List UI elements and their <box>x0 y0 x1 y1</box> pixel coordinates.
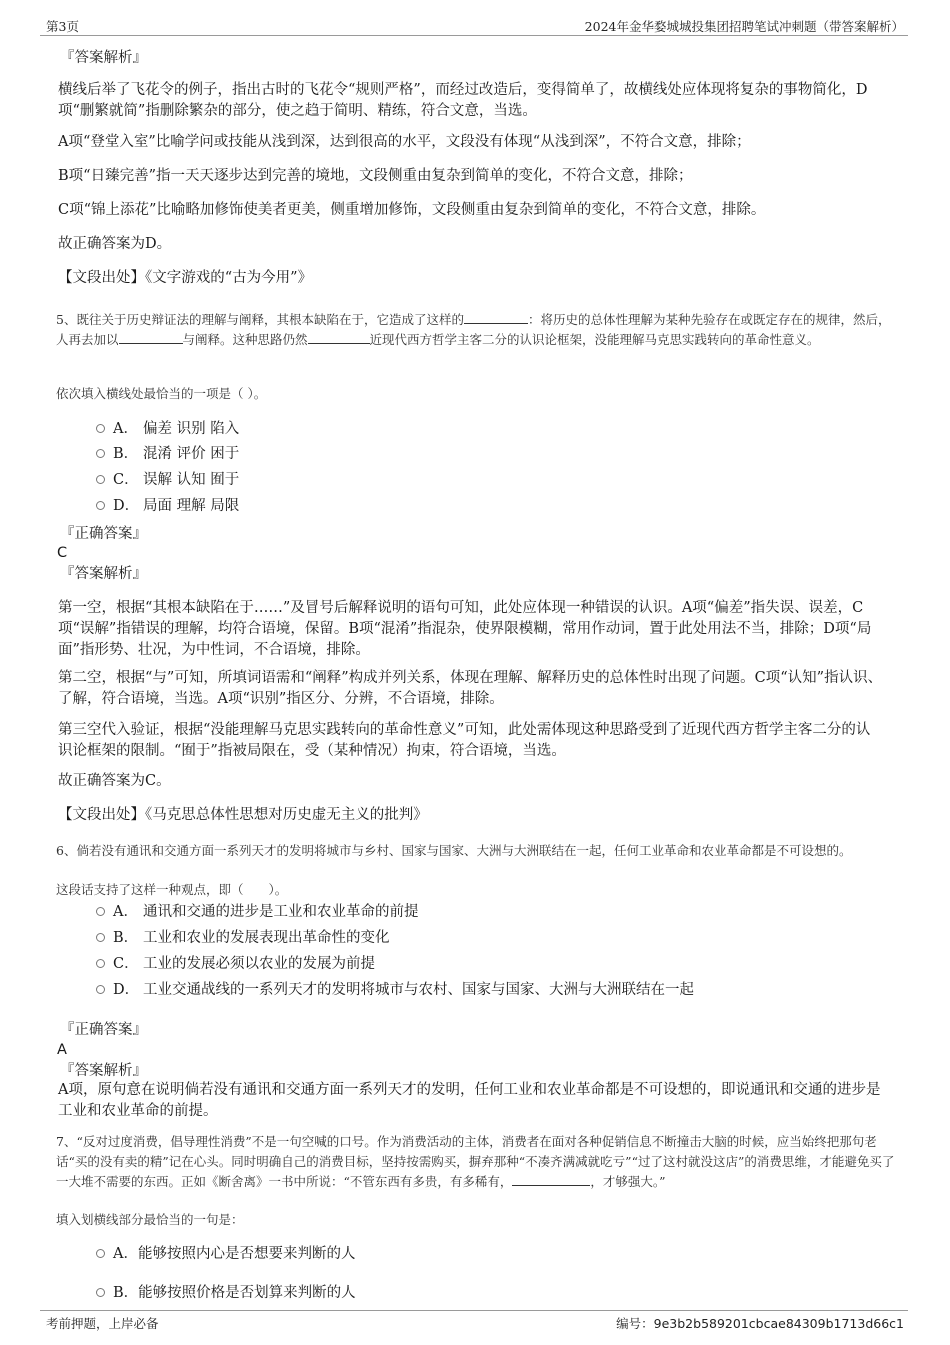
q6-option-b[interactable]: B． 工业和农业的发展表现出革命性的变化 <box>96 927 390 949</box>
radio-icon[interactable] <box>96 985 105 994</box>
q6-analysis-label: 『答案解析』 <box>60 1063 147 1079</box>
q5-option-a[interactable]: A． 偏差 识别 陷入 <box>96 418 239 440</box>
q5-conclusion: 故正确答案为C。 <box>58 773 171 789</box>
q5-blank-2 <box>119 331 183 344</box>
q7-prompt: 填入划横线部分最恰当的一句是： <box>56 1212 244 1227</box>
q5-source: 【文段出处】《马克思总体性思想对历史虚无主义的批判》 <box>58 807 428 823</box>
radio-icon[interactable] <box>96 933 105 942</box>
radio-icon[interactable] <box>96 501 105 510</box>
radio-icon[interactable] <box>96 907 105 916</box>
q6-stem: 6、倘若没有通讯和交通方面一系列天才的发明将城市与乡村、国家与国家、大洲与大洲联结在一起，任何工业革命和农业革命都是不可设想的。 <box>56 843 852 858</box>
radio-icon[interactable] <box>96 449 105 458</box>
q5-blank-3 <box>308 331 370 344</box>
q6-prompt: 这段话支持了这样一种观点，即（ ）。 <box>56 882 288 897</box>
q7-stem: 7、“反对过度消费，倡导理性消费”不是一句空喊的口号。作为消费活动的主体，消费者在面对各种促销信息不断撞击大脑的时候，应当始终把那句老话“买的没有卖的精”记在心头。同时明确自己的消费目标，坚持按需购买，摒弃那种“不凑齐满减就吃亏”“过了这村就没这店”的消费思维，才能避免买了一大堆不需要的东西。正如《断舍离》一书中所说：“不管东西有多贵，有多稀有， ，才够强大。” <box>56 1134 895 1189</box>
radio-icon[interactable] <box>96 1288 105 1297</box>
q7-option-b[interactable]: B．能够按照价格是否划算来判断的人 <box>96 1282 356 1304</box>
q4-analysis-p4: C项“锦上添花”比喻略加修饰使美者更美，侧重增加修饰，文段侧重由复杂到简单的变化，不符合文意，排除。 <box>58 202 766 218</box>
q4-analysis-p2: A项“登堂入室”比喻学问或技能从浅到深，达到很高的水平，文段没有体现“从浅到深”，不符合文意，排除； <box>58 134 751 150</box>
radio-icon[interactable] <box>96 1249 105 1258</box>
footer-divider <box>40 1310 908 1311</box>
q5-blank-1 <box>464 311 528 324</box>
q6-option-c[interactable]: C． 工业的发展必须以农业的发展为前提 <box>96 953 375 975</box>
q5-option-c[interactable]: C． 误解 认知 囿于 <box>96 469 239 491</box>
q5-stem: 5、既往关于历史辩证法的理解与阐释，其根本缺陷在于，它造成了这样的 ：将历史的总体性理解为某种先验存在或既定存在的规律，然后，人再去加以 与阐释。这种思路仍然 近现代西方哲学主客二分的认识论框架，没能理解马克思实践转向的革命性意义。 <box>56 312 891 347</box>
q5-analysis-p2: 第二空，根据“与”可知，所填词语需和“阐释”构成并列关系，体现在理解、解释历史的总体性时出现了问题。C项“认知”指认识、了解，符合语境，当选。A项“识别”指区分、分辨，不合语境，排除。 <box>58 670 883 707</box>
q4-source: 【文段出处】《文字游戏的“古为今用”》 <box>58 270 313 286</box>
document-id: 编号：9e3b2b589201cbcae84309b1713d66c1 <box>616 1316 904 1331</box>
page-number: 第3页 <box>46 19 79 34</box>
q5-option-d[interactable]: D． 局面 理解 局限 <box>96 495 239 517</box>
q4-analysis-p1: 横线后举了飞花令的例子，指出古时的飞花令“规则严格”，而经过改造后，变得简单了，故横线处应体现将复杂的事物简化，D项“删繁就简”指删除繁杂的部分，使之趋于简明、精练，符合文意，当选。 <box>58 82 868 119</box>
q6-answer-label: 『正确答案』 <box>60 1022 147 1038</box>
q6-option-a[interactable]: A． 通讯和交通的进步是工业和农业革命的前提 <box>96 901 419 923</box>
q6-answer: A <box>57 1042 67 1058</box>
q5-answer: C <box>57 545 68 561</box>
document-title: 2024年金华婺城城投集团招聘笔试冲刺题（带答案解析） <box>584 19 904 34</box>
footer-slogan: 考前押题，上岸必备 <box>46 1316 159 1331</box>
q6-analysis: A项，原句意在说明倘若没有通讯和交通方面一系列天才的发明，任何工业和农业革命都是不可设想的，即说通讯和交通的进步是工业和农业革命的前提。 <box>58 1082 881 1119</box>
q5-option-b[interactable]: B． 混淆 评价 困于 <box>96 443 239 465</box>
q4-conclusion: 故正确答案为D。 <box>58 236 172 252</box>
header-divider <box>40 35 908 36</box>
q5-analysis-p3: 第三空代入验证，根据“没能理解马克思实践转向的革命性意义”可知，此处需体现这种思路受到了近现代西方哲学主客二分的认识论框架的限制。“囿于”指被局限在，受（某种情况）拘束，符合语境，当选。 <box>58 722 871 759</box>
radio-icon[interactable] <box>96 959 105 968</box>
q5-prompt: 依次填入横线处最恰当的一项是（ ）。 <box>56 386 267 401</box>
q7-option-a[interactable]: A．能够按照内心是否想要来判断的人 <box>96 1243 355 1265</box>
radio-icon[interactable] <box>96 475 105 484</box>
q4-analysis-label: 『答案解析』 <box>60 50 147 66</box>
q5-answer-label: 『正确答案』 <box>60 526 147 542</box>
radio-icon[interactable] <box>96 424 105 433</box>
q5-analysis-label: 『答案解析』 <box>60 566 147 582</box>
q5-analysis-p1: 第一空，根据“其根本缺陷在于……”及冒号后解释说明的语句可知，此处应体现一种错误的认识。A项“偏差”指失误、误差，C项“误解”指错误的理解，均符合语境，保留。B项“混淆”指混杂，使界限模糊，常用作动词，置于此处用法不当，排除；D项“局面”指形势、壮况，为中性词，不合语境，排除。 <box>58 600 872 658</box>
q7-blank <box>512 1173 590 1186</box>
q4-analysis-p3: B项“日臻完善”指一天天逐步达到完善的境地，文段侧重由复杂到简单的变化，不符合文意，排除； <box>58 168 693 184</box>
q6-option-d[interactable]: D． 工业交通战线的一系列天才的发明将城市与农村、国家与国家、大洲与大洲联结在一起 <box>96 979 694 1001</box>
